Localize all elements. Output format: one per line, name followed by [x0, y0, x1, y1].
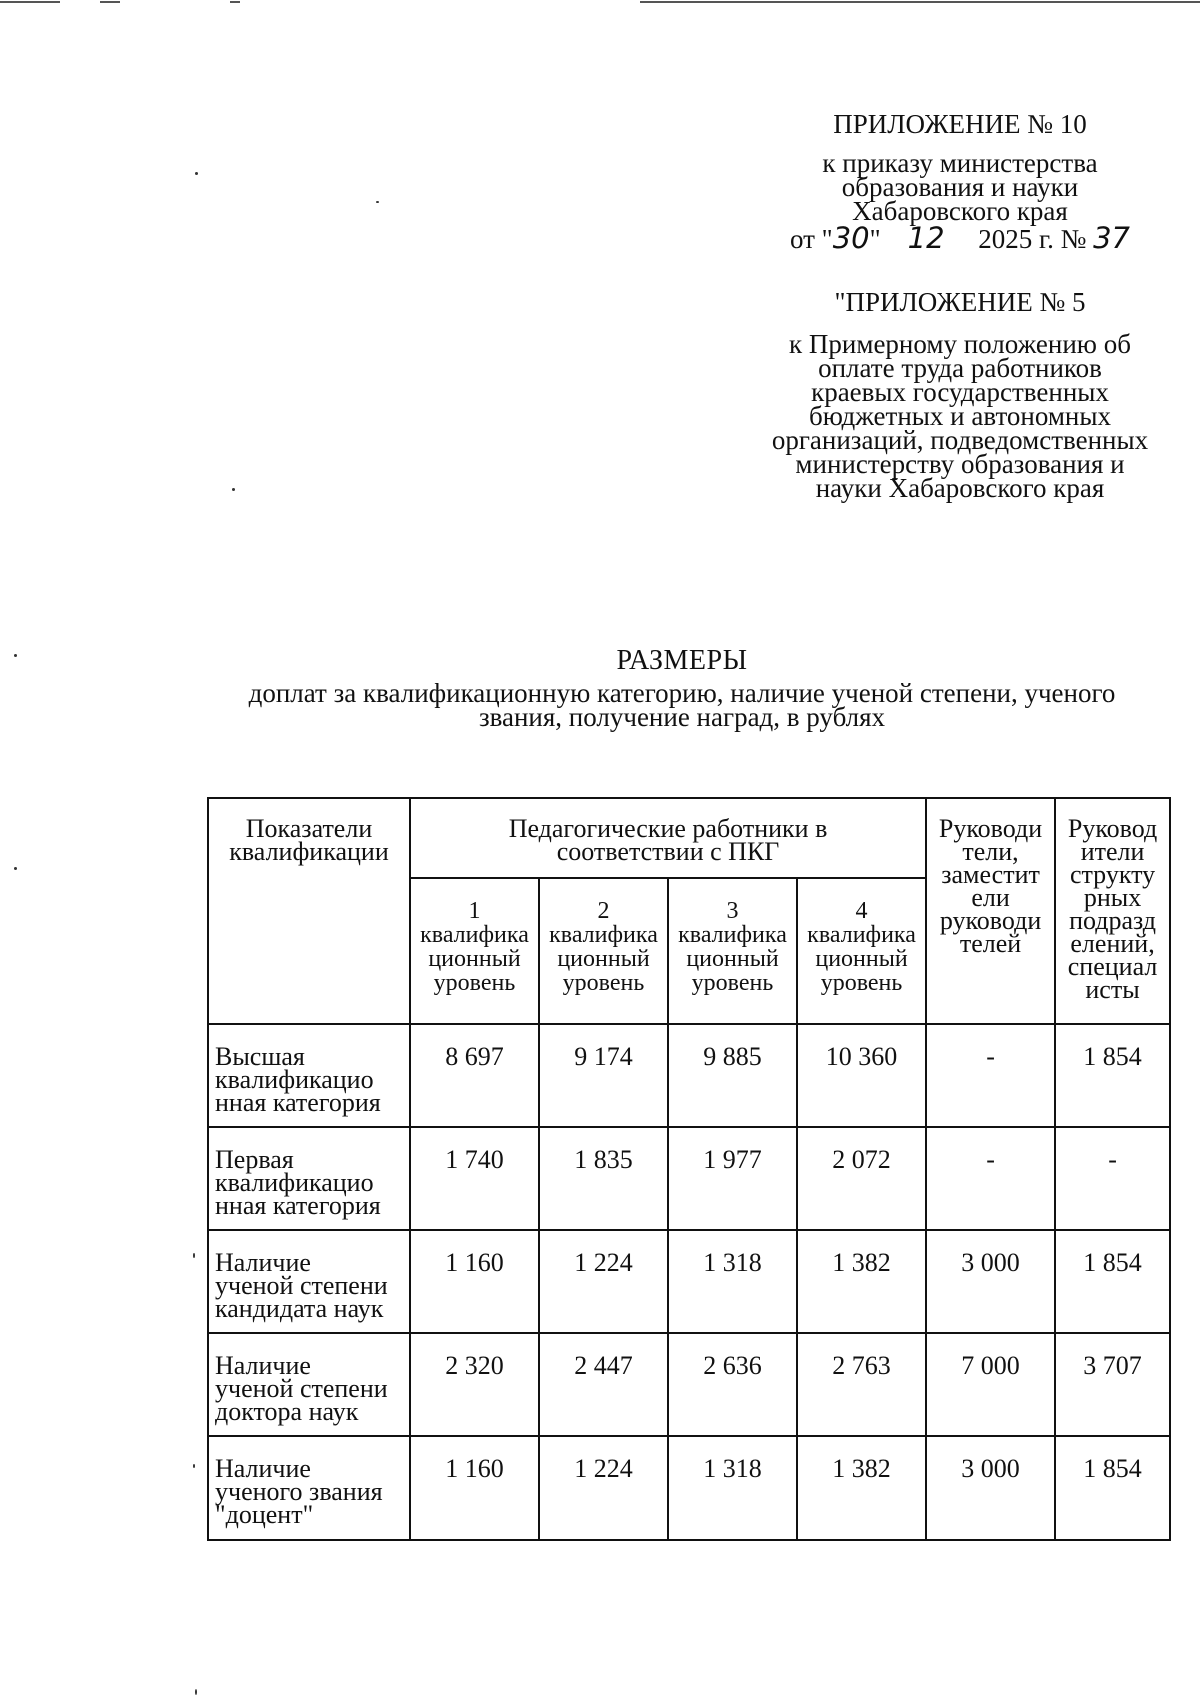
row-label-text: нная категория — [215, 1191, 381, 1220]
header-text: уровень — [433, 970, 516, 996]
header-unit-heads — [1055, 798, 1170, 1024]
appendix2-line: краевых государственных — [811, 377, 1109, 407]
table-cell: 1 854 — [1055, 1436, 1170, 1540]
header-text: 1 — [468, 898, 481, 924]
row-label — [208, 1127, 410, 1230]
subtitle-line: доплат за квалификационную категорию, наличие ученой степени, ученого — [248, 678, 1116, 708]
table-cell: 10 360 — [797, 1024, 926, 1127]
table-cell: 2 447 — [539, 1333, 668, 1436]
table-row — [208, 1230, 1170, 1333]
table-cell: - — [1055, 1127, 1170, 1230]
header-text: структу — [1069, 860, 1156, 889]
header-text: квалифика — [678, 922, 787, 948]
table-cell: 1 835 — [539, 1127, 668, 1230]
scan-edge-line — [0, 0, 1200, 4]
table-cell: 1 160 — [410, 1436, 539, 1540]
header-text: исты — [1085, 975, 1140, 1004]
row-label-text: ученой степени — [215, 1374, 388, 1403]
table-cell: 1 160 — [410, 1230, 539, 1333]
appendix-line: к приказу министерства — [822, 148, 1098, 178]
row-label-text: "доцент" — [215, 1500, 314, 1529]
header-text: уровень — [562, 970, 645, 996]
header-text: телей — [959, 929, 1022, 958]
row-label — [208, 1436, 410, 1540]
row-label-text: кандидата наук — [215, 1294, 384, 1323]
header-managers — [926, 798, 1055, 1024]
header-text: ционный — [428, 946, 521, 972]
row-label-text: Наличие — [215, 1248, 311, 1277]
order-prefix: от " — [789, 224, 833, 254]
table-cell: 3 000 — [926, 1230, 1055, 1333]
appendix2-title: "ПРИЛОЖЕНИЕ № 5 — [834, 287, 1086, 317]
row-label-text: квалификацио — [215, 1168, 374, 1197]
header-text: Руковод — [1067, 814, 1158, 843]
header-pedagogical — [410, 798, 926, 878]
order-day-handwritten: 30 — [832, 221, 870, 255]
header-text: уровень — [820, 970, 903, 996]
header-level-2 — [539, 878, 668, 1024]
table-cell: 7 000 — [926, 1333, 1055, 1436]
row-label — [208, 1024, 410, 1127]
row-label-text: нная категория — [215, 1088, 381, 1117]
row-label-text: доктора наук — [215, 1397, 359, 1426]
header-text: квалифика — [420, 922, 529, 948]
appendix2-reference — [740, 329, 1180, 503]
table-cell: 2 636 — [668, 1333, 797, 1436]
table-cell: 3 000 — [926, 1436, 1055, 1540]
appendix2-line: бюджетных и автономных — [808, 401, 1111, 431]
appendix2-line: организаций, подведомственных — [771, 425, 1149, 455]
appendix-reference — [740, 148, 1180, 226]
subtitle-line: звания, получение наград, в рублях — [478, 702, 886, 732]
table-cell: 1 318 — [668, 1436, 797, 1540]
row-label-text: Высшая — [215, 1042, 305, 1071]
header-text: тели, — [962, 837, 1019, 866]
header-level-1 — [410, 878, 539, 1024]
appendix-title: ПРИЛОЖЕНИЕ № 10 — [833, 109, 1087, 139]
table-cell: 1 854 — [1055, 1230, 1170, 1333]
table-cell: 8 697 — [410, 1024, 539, 1127]
appendix2-line: министерству образования и — [795, 449, 1125, 479]
document-subtitle — [190, 678, 1174, 732]
table-cell: 2 320 — [410, 1333, 539, 1436]
header-text: специал — [1067, 952, 1158, 981]
row-label-text: Наличие — [215, 1454, 311, 1483]
order-year: 2025 г. № — [978, 224, 1087, 254]
order-date-line — [740, 221, 1180, 255]
table-cell: 1 224 — [539, 1436, 668, 1540]
appendix-line: образования и науки — [841, 172, 1079, 202]
header-text: ционный — [815, 946, 908, 972]
header-text: заместит — [941, 860, 1040, 889]
header-text: квалификации — [229, 837, 389, 866]
header-level-4 — [797, 878, 926, 1024]
row-label-text: ученой степени — [215, 1271, 388, 1300]
table-row — [208, 1436, 1170, 1540]
table-cell: 1 977 — [668, 1127, 797, 1230]
row-label-text: Первая — [215, 1145, 294, 1174]
table-cell: 1 854 — [1055, 1024, 1170, 1127]
header-text: Педагогические работники в — [508, 814, 828, 843]
row-label — [208, 1333, 410, 1436]
header-text: уровень — [691, 970, 774, 996]
header-level-3 — [668, 878, 797, 1024]
header-text: Показатели — [245, 814, 373, 843]
table-cell: 3 707 — [1055, 1333, 1170, 1436]
allowance-table — [207, 797, 1171, 1541]
table-cell: 2 072 — [797, 1127, 926, 1230]
header-indicators — [208, 798, 410, 1024]
header-text: 4 — [855, 898, 868, 924]
order-quote: " — [869, 224, 881, 254]
table-cell: 1 740 — [410, 1127, 539, 1230]
header-text: соответствии с ПКГ — [556, 837, 780, 866]
table-cell: 1 382 — [797, 1230, 926, 1333]
table-header-row — [208, 798, 1170, 878]
table-cell: - — [926, 1127, 1055, 1230]
header-text: 3 — [726, 898, 739, 924]
table-row — [208, 1127, 1170, 1230]
table-cell: 2 763 — [797, 1333, 926, 1436]
header-text: Руководи — [938, 814, 1043, 843]
header-text: рных — [1083, 883, 1142, 912]
header-text: квалифика — [549, 922, 658, 948]
header-text: ители — [1080, 837, 1145, 866]
row-label-text: квалификацио — [215, 1065, 374, 1094]
header-text: ционный — [557, 946, 650, 972]
appendix-line: Хабаровского края — [852, 196, 1068, 226]
table-cell: 9 885 — [668, 1024, 797, 1127]
header-text: 2 — [597, 898, 610, 924]
row-label-text: Наличие — [215, 1351, 311, 1380]
table-cell: 1 224 — [539, 1230, 668, 1333]
header-text: руководи — [939, 906, 1042, 935]
header-text: подразд — [1069, 906, 1157, 935]
table-cell: - — [926, 1024, 1055, 1127]
table-cell: 1 382 — [797, 1436, 926, 1540]
header-text: ели — [971, 883, 1010, 912]
table-row — [208, 1024, 1170, 1127]
header-text: елений, — [1070, 929, 1155, 958]
table-cell: 1 318 — [668, 1230, 797, 1333]
appendix2-line: к Примерному положению об — [789, 329, 1131, 359]
order-number-handwritten: 37 — [1093, 221, 1130, 255]
appendix2-line: оплате труда работников — [818, 353, 1102, 383]
row-label-text: ученого звания — [215, 1477, 383, 1506]
order-month-handwritten: 12 — [907, 221, 945, 255]
row-label — [208, 1230, 410, 1333]
table-cell: 9 174 — [539, 1024, 668, 1127]
header-text: квалифика — [807, 922, 916, 948]
table-row — [208, 1333, 1170, 1436]
header-text: ционный — [686, 946, 779, 972]
document-title: РАЗМЕРЫ — [616, 645, 748, 676]
appendix2-line: науки Хабаровского края — [815, 473, 1105, 503]
